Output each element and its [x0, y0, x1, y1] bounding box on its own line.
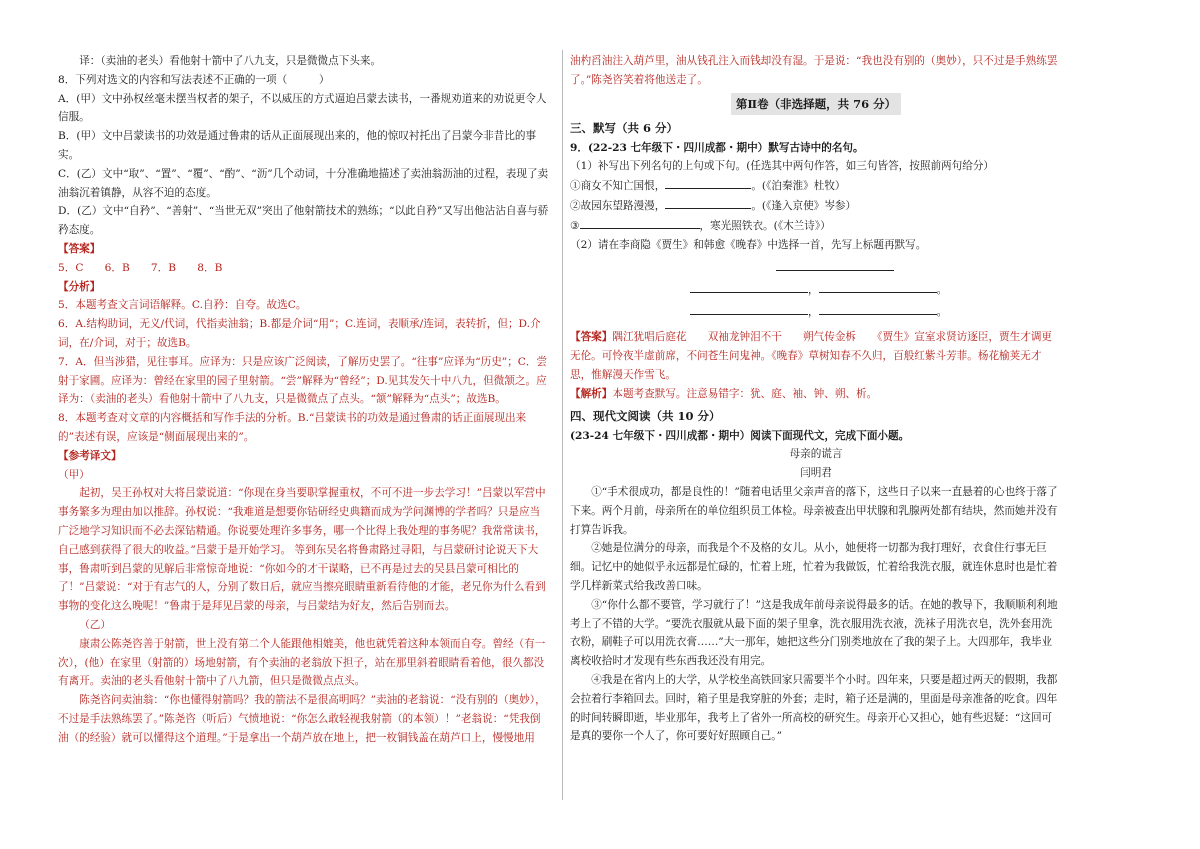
option-b: B．(甲）文中吕蒙读书的功效是通过鲁肃的话从正面展现出来的，他的惊叹衬托出了吕蒙今非昔比的事实。 [58, 130, 537, 161]
translation-jia-label: （甲） [58, 468, 90, 481]
text-line: 译：（卖油的老头）看他射十箭中了八九支，只是微微点下头来。 [79, 55, 382, 67]
paragraph-4: ④我是在省内上的大学，从学校坐高铁回家只需要半个小时。四年来，只要是超过两天的假期，我都会拉着行李箱回去。回时，箱子里是我穿脏的外套；走时，箱子还是满的，里面是母亲准备的吃食。四年的时间转瞬即逝，毕业那年，我考上了省外一所高校的研究生。母亲开心又担心，她有些迟疑：“这回可是真的要你一个人了，你可要好好照顾自己。” [570, 673, 1058, 743]
answer-blank[interactable] [580, 216, 700, 229]
article-title: 母亲的谎言 [789, 448, 843, 461]
analysis-8: 8．本题考查对文章的内容概括和写作手法的分析。B.“吕蒙读书的功效是通过鲁肃的话正面展现出来的”表述有误，应该是“侧面展现出来的”。 [58, 412, 527, 443]
answer-blank[interactable] [819, 280, 937, 293]
poem-item-3 [570, 216, 1062, 236]
question-8: 8．下列对选文的内容和写法表述不正确的一项（ ） [58, 73, 330, 86]
poem-item-prefix: ③ [570, 219, 580, 232]
poem-item-2 [570, 196, 1062, 216]
translation-yi-2: 陈尧咨问卖油翁：“你也懂得射箭吗？我的箭法不是很高明吗？”卖油的老翁说：“没有别的（奥妙），不过是手法熟练罢了。”陈尧咨（听后）气愤地说：“你怎么敢轻视我射箭（的本领）！”老翁说：“凭我倒油（的经验）就可以懂得这个道理。”于是拿出一个葫芦放在地上，把一枚铜钱盖在葫芦口上，慢慢地用 [58, 694, 546, 744]
left-column [58, 52, 550, 747]
translation-jia: 起初，吴王孙权对大将吕蒙说道：“你现在身当要职掌握重权，不可不进一步去学习！”吕蒙以军营中事务繁多为理由加以推辞。孙权说：“我难道是想要你钻研经史典籍而成为学问渊博的学者吗？只是应当广泛地学习知识而不必去深钻精通。你说要处理许多事务，哪一个比得上我处理的事务呢？我常常读书，自己感到获得了很大的收益。”吕蒙于是开始学习。 等到东吴名将鲁肃路过寻阳，与吕蒙研讨论说天下大事，鲁肃听到吕蒙的见解后非常惊奇地说：“你如今的才干谋略，已不再是过去的吴县吕蒙可相比的了！”吕蒙说：“对于有志气的人，分别了数日后，就应当擦亮眼睛重新看待他的才能，老兄你为什么看到事物的变化这么晚呢！”鲁肃于是拜见吕蒙的母亲，与吕蒙结为好友，然后告别而去。 [58, 487, 546, 613]
translation-yi-3: 油杓舀油注入葫芦里，油从钱孔注入而钱却没有湿。于是说：“我也没有别的（奥妙），只不过是手熟练罢了。”陈尧咨笑着将他送走了。 [570, 55, 1058, 86]
analysis-7: 7．A．但当涉猎，见往事耳。应译为：只是应该广泛阅读，了解历史罢了。“往事”应译为“历史”；C．尝射于家圃。应译为：曾经在家里的园子里射箭。“尝”解释为“曾经”；D.见其发矢十中八九，但微颔之。应译为：（卖油的老头）看他射十箭中了八九支，只是微微点了点头。“颔”解释为“点头”；故选B。 [58, 355, 548, 406]
option-d: D．(乙）文中“自矜”、“善射”、“当世无双”突出了他射箭技术的熟练；“以此自矜”又写出他沾沾自喜与骄矜态度。 [58, 205, 549, 237]
q9-answer [570, 328, 1062, 384]
answer-text: 隅江犹唱后庭花 双袖龙钟泪不干 朔气传金柝 《贾生》宣室求贤访逐臣，贾生才调更无伦。可怜夜半虚前席，不问苍生问鬼神。《晚春》草树知春不久归，百般红紫斗芳菲。杨花榆荚无才思，惟解漫天作雪飞。 [570, 331, 1053, 381]
section-4-title: 四、现代文阅读（共 10 分） [570, 408, 721, 423]
question-9-sub-2: （2）请在李商隐《贾生》和韩愈《晚春》中选择一首，先写上标题再默写。 [570, 238, 927, 251]
paragraph-3: ③“你什么都不要管，学习就行了！”这是我成年前母亲说得最多的话。在她的教导下，我顺顺利利地考上了不错的大学。“要洗衣服就从最下面的架子里拿，洗衣服用洗衣液，洗袜子用洗衣皂，洗外套用洗衣粉，刷鞋子可以用洗衣膏……”大一那年，她把这些分门别类地放在了我的架子上。大四那年，我毕业离校收拾时才发现有些东西我还没有用完。 [570, 598, 1058, 668]
paragraph-1: ①“手术很成功，都是良性的！”随着电话里父亲声音的落下，这些日子以来一直悬着的心也终于落了下来。两个月前，母亲所在的单位组织员工体检。母亲被查出甲状腺和乳腺两处都有结块，然而她并没有打算告诉我。 [570, 485, 1058, 536]
answer-blank[interactable] [665, 196, 751, 209]
right-column [570, 52, 1062, 746]
answer-label: 【答案】 [58, 242, 101, 255]
option-a: A．(甲）文中孙权丝毫未摆当权者的架子，不以威压的方式逼迫吕蒙去读书，一番规劝道来的劝说更令人信服。 [58, 92, 547, 124]
translation-yi-1: 康肃公陈尧咨善于射箭，世上没有第二个人能跟他相媲美，他也就凭着这种本领而自夸。曾经（有一次），(他）在家里（射箭的）场地射箭，有个卖油的老翁放下担子，站在那里斜着眼睛看着他，很久都没有离开。卖油的老头看他射十箭中了八九箭，但只是微微点点头。 [58, 637, 546, 688]
q9-analysis [570, 385, 1062, 404]
answer-title-row [690, 258, 1062, 280]
section-3-title: 三、默写（共 6 分） [570, 120, 679, 135]
answer-blank[interactable] [690, 302, 808, 315]
translation-label: 【参考译文】 [58, 449, 122, 462]
analysis-text: 本题考查默写。注意易错字：犹、庭、袖、钟、朔、析。 [612, 387, 878, 400]
answer-row: ， 。 [690, 302, 1062, 324]
answer-row: ， 。 [690, 280, 1062, 302]
question-9-sub-1: （1）补写出下列名句的上句或下句。(任选其中两句作答，如三句皆答，按照前两句给分） [570, 160, 995, 173]
paragraph-2: ②她是位满分的母亲，而我是个不及格的女儿。从小，她便将一切都为我打理好，衣食住行事无巨细。记忆中的她似乎永远都是忙碌的，忙着上班，忙着为我做饭，忙着给我洗衣服，就连休息时也是忙着学几样新菜式给我改善口味。 [570, 542, 1058, 592]
poem-item-prefix: ①商女不知亡国恨， [570, 180, 666, 193]
analysis-label: 【解析】 [570, 387, 613, 400]
answer-blank[interactable] [665, 176, 751, 189]
poem-item-suffix: 。(《泊秦淮》杜牧） [751, 180, 846, 193]
analysis-6: 6．A.结构助词，无义/代词，代指卖油翁；B.都是介词“用”；C.连词，表顺承/连词，表转折，但；D.介词，在/介词，对于；故选B。 [58, 318, 541, 349]
question-9: 9．(22-23 七年级下・四川成都・期中）默写古诗中的名句。 [570, 141, 864, 154]
poem-answer-lines [690, 258, 1062, 324]
answer-values: 5．C 6．B 7．B 8．B [58, 261, 223, 274]
answer-blank[interactable] [819, 302, 937, 315]
column-divider [562, 50, 563, 800]
part-title: 第Ⅱ卷（非选择题，共 76 分） [731, 93, 901, 115]
analysis-5: 5．本题考查文言词语解释。C.自矜：自夸。故选C。 [58, 299, 307, 312]
reading-header: (23-24 七年级下・四川成都・期中）阅读下面现代文，完成下面小题。 [570, 429, 910, 442]
article-author: 闫明君 [800, 467, 832, 480]
analysis-label: 【分析】 [58, 280, 101, 293]
option-c: C．(乙）文中“取”、“置”、“覆”、“酌”、“沥”几个动词，十分准确地描述了卖油翁沥油的过程，表现了卖油翁沉着镇静，从容不迫的态度。 [58, 167, 549, 199]
answer-blank[interactable] [690, 280, 808, 293]
poem-item-prefix: ②故园东望路漫漫， [570, 199, 666, 212]
translation-yi-label: （乙） [79, 618, 111, 631]
answer-label: 【答案】 [570, 331, 613, 344]
poem-item-suffix: ，寒光照铁衣。(《木兰诗》） [699, 219, 831, 232]
poem-item-suffix: 。(《逢入京使》岑参） [751, 199, 857, 212]
answer-blank[interactable] [776, 258, 894, 271]
poem-item-1 [570, 176, 1062, 196]
